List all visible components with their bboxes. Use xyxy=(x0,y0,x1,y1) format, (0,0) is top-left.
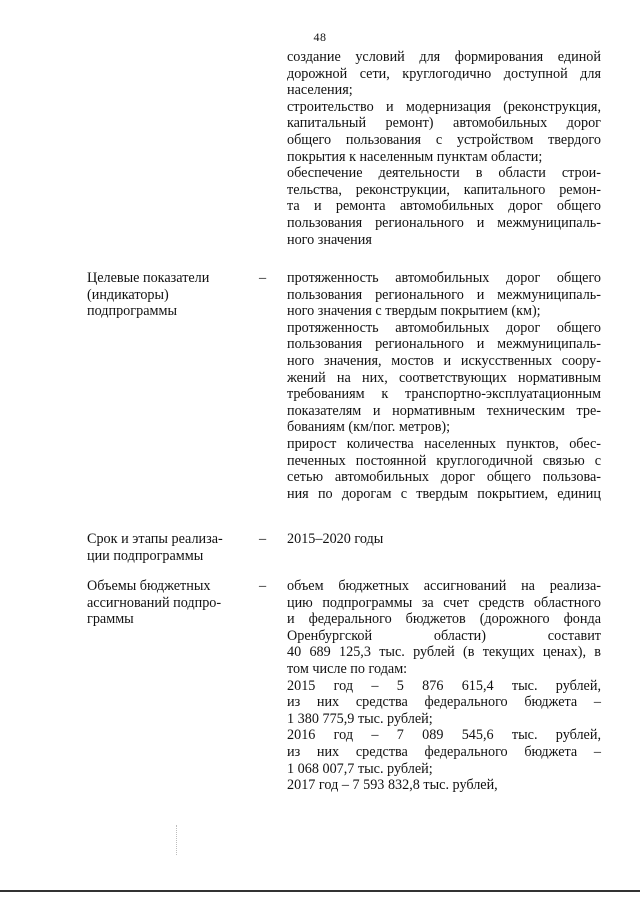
text-line: 2015–2020 годы xyxy=(287,531,384,547)
text-line: пользования регионального и межмуниципаль- xyxy=(287,336,601,353)
text-line: та и ремонта автомобильных дорог общего xyxy=(287,198,601,215)
label-line: подпрограммы xyxy=(87,303,177,320)
text-line: ного значения с твердым покрытием (км); xyxy=(287,303,541,320)
dash-separator: – xyxy=(259,270,267,286)
section-label xyxy=(87,531,252,564)
dash-separator: – xyxy=(259,578,267,594)
text-line: создание условий для формирования единой xyxy=(287,49,601,65)
text-line: том числе по годам: xyxy=(287,660,408,677)
text-line: объем бюджетных ассигнований на реализа- xyxy=(287,578,601,594)
text-line: Оренбургской области) составит xyxy=(287,627,601,644)
dash-separator: – xyxy=(259,531,267,547)
text-line: жений на них, соответствующих нормативным xyxy=(287,369,601,386)
text-line: протяженность автомобильных дорог общего xyxy=(287,270,601,286)
text-line: 40 689 125,3 тыс. рублей (в текущих ценах), в xyxy=(287,644,601,661)
continuation-text xyxy=(287,49,601,248)
text-line: цию подпрограммы за счет средств областного xyxy=(287,594,601,611)
label-line: граммы xyxy=(87,611,134,628)
text-line: дорожной сети, круглогодично доступной для xyxy=(287,65,601,82)
scan-artifact xyxy=(176,825,178,855)
label-line: ции подпрограммы xyxy=(87,547,204,564)
text-line: печенных постоянной круглогодичной связью с xyxy=(287,452,601,469)
section-label xyxy=(87,270,252,320)
text-line: ного значения, мостов и искусственных соору- xyxy=(287,352,601,369)
text-line: общего пользования с устройством твердого xyxy=(287,131,601,148)
label-line: Объемы бюджетных xyxy=(87,578,211,594)
section-content xyxy=(287,531,601,548)
section-label xyxy=(87,578,252,628)
text-line: ния по дорогам с твердым покрытием, единиц xyxy=(287,485,601,502)
text-line: сетью автомобильных дорог общего пользова- xyxy=(287,469,601,486)
text-line: показателям и нормативным техническим тре- xyxy=(287,402,601,419)
text-line: прирост количества населенных пунктов, обес- xyxy=(287,435,601,452)
text-line: пользования регионального и межмуниципаль- xyxy=(287,214,601,231)
text-line: 2017 год – 7 593 832,8 тыс. рублей, xyxy=(287,777,498,794)
label-line: (индикаторы) xyxy=(87,286,169,303)
section-content xyxy=(287,578,601,794)
label-line: Целевые показатели xyxy=(87,270,210,286)
text-line: 2015 год – 5 876 615,4 тыс. рублей, xyxy=(287,677,601,694)
text-line: из них средства федерального бюджета – xyxy=(287,694,601,711)
page-number: 48 xyxy=(313,30,327,44)
text-line: и федерального бюджетов (дорожного фонда xyxy=(287,611,601,628)
text-line: требованиям к транспортно-эксплуатационным xyxy=(287,386,601,403)
text-line: тельства, реконструкции, капитального ремон- xyxy=(287,181,601,198)
text-line: обеспечение деятельности в области строи- xyxy=(287,165,601,182)
label-line: Срок и этапы реализа- xyxy=(87,531,223,547)
text-line: строительство и модернизация (реконструкция, xyxy=(287,98,601,115)
text-line: 1 380 775,9 тыс. рублей; xyxy=(287,710,433,727)
text-line: капитальный ремонт) автомобильных дорог xyxy=(287,115,601,132)
text-line: из них средства федерального бюджета – xyxy=(287,743,601,760)
text-line: бованиям (км/пог. метров); xyxy=(287,419,451,436)
text-line: 2016 год – 7 089 545,6 тыс. рублей, xyxy=(287,727,601,744)
label-line: ассигнований подпро- xyxy=(87,594,222,611)
text-line: 1 068 007,7 тыс. рублей; xyxy=(287,760,433,777)
text-line: населения; xyxy=(287,82,353,99)
text-line: протяженность автомобильных дорог общего xyxy=(287,319,601,336)
scan-bottom-edge xyxy=(0,890,640,892)
text-line: пользования регионального и межмуниципаль- xyxy=(287,286,601,303)
text-line: покрытия к населенным пунктам области; xyxy=(287,148,543,165)
text-line: ного значения xyxy=(287,231,372,248)
section-content xyxy=(287,270,601,502)
